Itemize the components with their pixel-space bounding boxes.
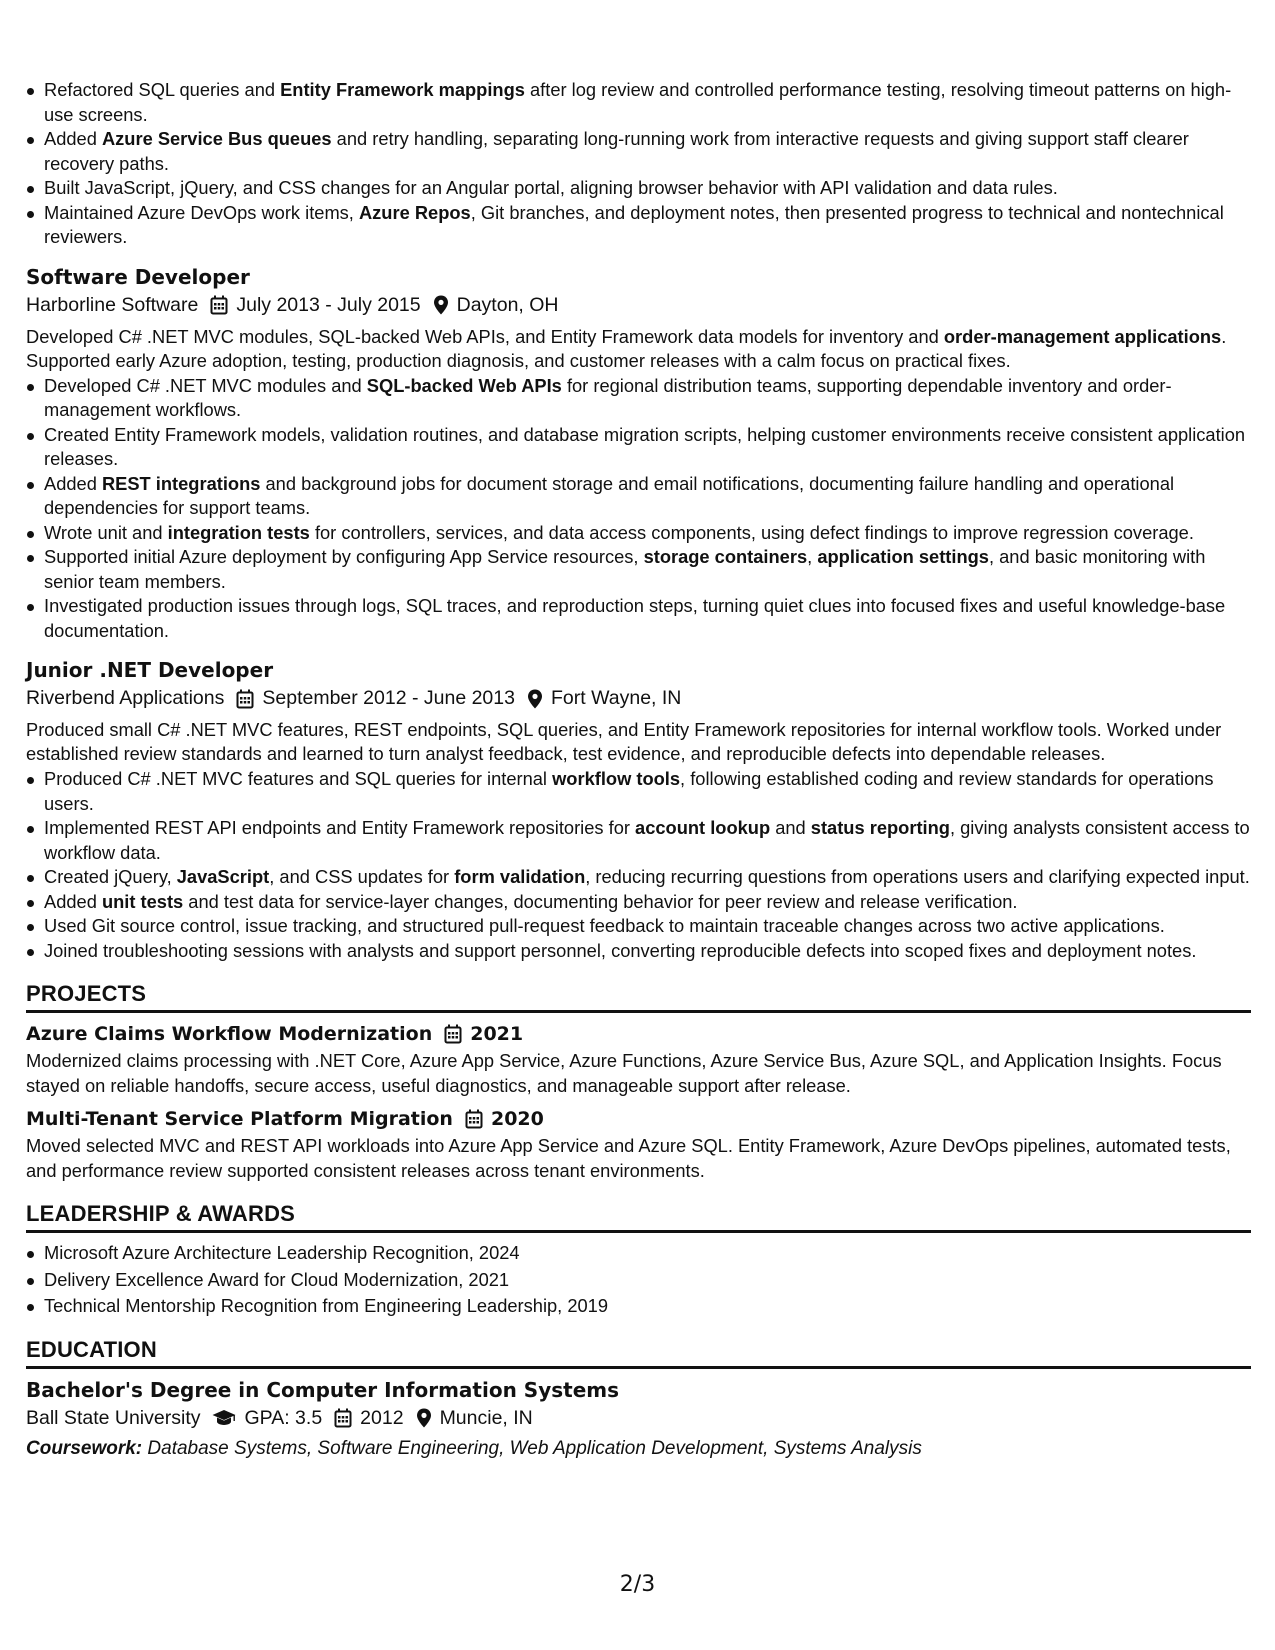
- list-item: Created jQuery, JavaScript, and CSS updates for form validation, reducing recurring questions from operations users and clarifying expected input.: [26, 865, 1251, 890]
- job-bullet-list: [26, 374, 1251, 644]
- job-entry: [26, 264, 1251, 644]
- education-section: [26, 1337, 1251, 1462]
- job-bullet-list: [26, 767, 1251, 963]
- leadership-section: [26, 1201, 1251, 1319]
- project-entry: [26, 1021, 1251, 1098]
- job-summary: Developed C# .NET MVC modules, SQL-backed Web APIs, and Entity Framework data models for inventory and order-management applications. Supported early Azure adoption, testing, production diagnosis, and customer releases with a calm focus on practical fixes.: [26, 325, 1227, 371]
- calendar-icon: [210, 295, 228, 315]
- company-name: Riverbend Applications: [26, 687, 225, 709]
- projects-section: [26, 981, 1251, 1183]
- list-item: Joined troubleshooting sessions with analysts and support personnel, converting reproducible defects into scoped fixes and deployment notes.: [26, 939, 1251, 964]
- list-item: Built JavaScript, jQuery, and CSS changes for an Angular portal, aligning browser behavior with API validation and data rules.: [26, 176, 1251, 201]
- location-pin-icon: [527, 689, 543, 709]
- list-item: Delivery Excellence Award for Cloud Modernization, 2021: [26, 1268, 1251, 1293]
- project-description: Modernized claims processing with .NET Core, Azure App Service, Azure Functions, Azure Service Bus, Azure SQL, and Application Insights. Focus stayed on reliable handoffs, secure access, useful diagnostics, and manageable support after release.: [26, 1050, 1222, 1096]
- list-item: Investigated production issues through logs, SQL traces, and reproduction steps, turning quiet clues into focused fixes and useful knowledge-base documentation.: [26, 594, 1251, 643]
- project-title: Multi-Tenant Service Platform Migration: [26, 1108, 453, 1130]
- section-heading-projects: PROJECTS: [26, 981, 1251, 1013]
- list-item: Added Azure Service Bus queues and retry handling, separating long-running work from interactive requests and giving support staff clearer recovery paths.: [26, 127, 1251, 176]
- list-item: Added REST integrations and background jobs for document storage and email notifications, documenting failure handling and operational dependencies for support teams.: [26, 472, 1251, 521]
- list-item: Produced C# .NET MVC features and SQL queries for internal workflow tools, following established coding and review standards for operations users.: [26, 767, 1251, 816]
- project-year: 2020: [490, 1108, 544, 1130]
- resume-page: [26, 78, 1251, 1462]
- job-title: Junior .NET Developer: [26, 658, 274, 682]
- job-meta: [26, 292, 1251, 319]
- section-heading-education: EDUCATION: [26, 1337, 1251, 1369]
- coursework: Coursework: Database Systems, Software Engineering, Web Application Development, Systems Analysis: [26, 1437, 922, 1459]
- calendar-icon: [465, 1109, 483, 1129]
- project-title: Azure Claims Workflow Modernization: [26, 1023, 433, 1045]
- job-entry: [26, 657, 1251, 963]
- list-item: Used Git source control, issue tracking, and structured pull-request feedback to maintain traceable changes across two active applications.: [26, 914, 1251, 939]
- graduation-year: 2012: [360, 1406, 404, 1429]
- job-dates: September 2012 - June 2013: [262, 687, 515, 709]
- page-number: 2/3: [619, 1572, 656, 1597]
- job-title: Software Developer: [26, 264, 250, 289]
- list-item: Refactored SQL queries and Entity Framework mappings after log review and controlled performance testing, resolving timeout patterns on high-use screens.: [26, 78, 1251, 127]
- job-location: Fort Wayne, IN: [550, 687, 682, 709]
- awards-list: [26, 1241, 1251, 1319]
- list-item: Technical Mentorship Recognition from Engineering Leadership, 2019: [26, 1294, 1251, 1319]
- project-description: Moved selected MVC and REST API workloads into Azure App Service and Azure SQL. Entity Framework, Azure DevOps pipelines, automated tests, and performance review supported consistent releases across tenant environments.: [26, 1135, 1231, 1181]
- job-summary: Produced small C# .NET MVC features, REST endpoints, SQL queries, and Entity Framework repositories for internal workflow tools. Worked under established review standards and learned to turn analyst feedback, test evidence, and reproducible defects into dependable releases.: [26, 719, 1222, 764]
- school-location: Muncie, IN: [439, 1406, 533, 1429]
- list-item: Wrote unit and integration tests for controllers, services, and data access components, using defect findings to improve regression coverage.: [26, 521, 1251, 546]
- list-item: Supported initial Azure deployment by configuring App Service resources, storage containers, application settings, and basic monitoring with senior team members.: [26, 545, 1251, 594]
- education-meta: [26, 1405, 1251, 1432]
- job-location: Dayton, OH: [456, 293, 559, 316]
- list-item: Added unit tests and test data for service-layer changes, documenting behavior for peer review and release verification.: [26, 890, 1251, 915]
- calendar-icon: [334, 1408, 352, 1428]
- degree-title: Bachelor's Degree in Computer Information Systems: [26, 1377, 619, 1402]
- intro-bullet-list: [26, 78, 1251, 250]
- location-pin-icon: [416, 1408, 432, 1428]
- location-pin-icon: [433, 295, 449, 315]
- list-item: Implemented REST API endpoints and Entity Framework repositories for account lookup and status reporting, giving analysts consistent access to workflow data.: [26, 816, 1251, 865]
- project-entry: [26, 1106, 1251, 1183]
- school-name: Ball State University: [26, 1406, 201, 1429]
- calendar-icon: [236, 689, 254, 709]
- calendar-icon: [444, 1024, 462, 1044]
- company-name: Harborline Software: [26, 293, 199, 316]
- list-item: Developed C# .NET MVC modules and SQL-backed Web APIs for regional distribution teams, supporting dependable inventory and order-management workflows.: [26, 374, 1251, 423]
- gpa: GPA: 3.5: [244, 1406, 323, 1429]
- section-heading-leadership: LEADERSHIP & AWARDS: [26, 1201, 1251, 1233]
- list-item: Created Entity Framework models, validation routines, and database migration scripts, helping customer environments receive consistent application releases.: [26, 423, 1251, 472]
- graduation-cap-icon: [212, 1409, 236, 1427]
- project-year: 2021: [470, 1023, 524, 1045]
- job-meta: [26, 685, 1251, 712]
- list-item: Microsoft Azure Architecture Leadership Recognition, 2024: [26, 1241, 1251, 1266]
- job-dates: July 2013 - July 2015: [236, 293, 421, 316]
- list-item: Maintained Azure DevOps work items, Azure Repos, Git branches, and deployment notes, then presented progress to technical and nontechnical reviewers.: [26, 201, 1251, 250]
